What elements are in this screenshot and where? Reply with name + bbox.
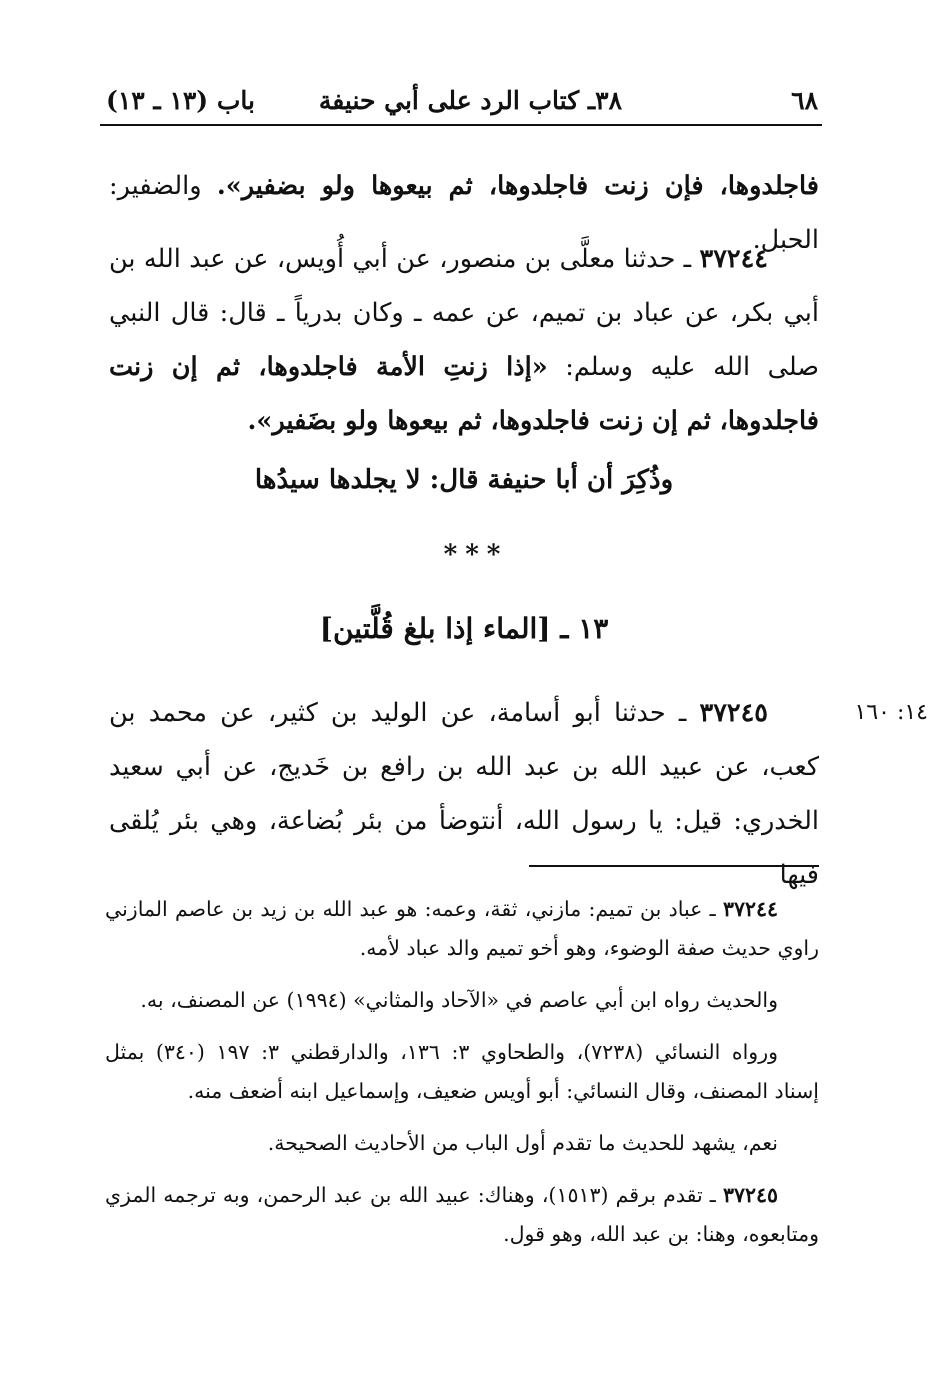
footnote-text: نعم، يشهد للحديث ما تقدم أول الباب من الأحاديث الصحيحة.: [267, 1131, 778, 1155]
hadith-quote-end: فاجلدوها، فإن زنت فاجلدوها، ثم بيعوها ولو بضفير».: [216, 171, 819, 201]
section-heading: ١٣ ـ [الماء إذا بلغ قُلَّتين]: [319, 612, 609, 645]
footnotes: [105, 890, 819, 1267]
hadith-number: ٣٧٢٤٤: [699, 244, 768, 274]
section-divider: ***: [443, 540, 509, 570]
footnote-text: ـ عباد بن تميم: مازني، ثقة، وعمه: هو عبد الله بن زيد بن عاصم المازني راوي حديث صفة الوضوء، وهو أخو تميم والد عباد لأمه.: [105, 897, 819, 960]
footnote-text: ورواه النسائي (٧٢٣٨)، والطحاوي ٣: ١٣٦، والدارقطني ٣: ١٩٧ (٣٤٠) بمثل إسناد المصنف، وقال النسائي: أبو أويس ضعيف، وإسماعيل ابنه أضعف منه.: [105, 1040, 819, 1103]
hadith-37245: [109, 686, 819, 902]
footnote-text: ـ تقدم برقم (١٥١٣)، وهناك: عبيد الله بن عبد الرحمن، وبه ترجمه المزي ومتابعوه، وهنا: بن عبد الله، وهو قول.: [105, 1183, 819, 1246]
running-title: ٣٨ـ كتاب الرد على أبي حنيفة: [318, 86, 622, 115]
gloss-text: والضفير: الحبل.: [109, 171, 819, 255]
hadith-isnad: ـ حدثنا معلَّى بن منصور، عن أبي أُويس، عن عبد الله بن أبي بكر، عن عباد بن تميم، عن عمه ـ وكان بدرياً ـ قال: قال النبي صلى الله عليه وسلم:: [109, 244, 819, 382]
hadith-number: ٣٧٢٤٥: [699, 698, 768, 728]
footnote-number: ٣٧٢٤٥: [722, 1183, 778, 1207]
header-rule: [100, 124, 822, 126]
hadith-text: ـ حدثنا أبو أسامة، عن الوليد بن كثير، عن محمد بن كعب، عن عبيد الله بن عبد الله بن رافع بن خَديج، عن أبي سعيد الخدري: قيل: يا رسول الله، أنتوضأ من بئر بُضاعة، وهي بئر يُلقى فيها: [109, 698, 819, 890]
footnote-para: [105, 1033, 819, 1111]
page-header: [100, 80, 822, 124]
footnote-rule: [529, 865, 819, 867]
hadith-37244: [109, 232, 819, 448]
hadith-matn: «إذا زنتِ الأمة فاجلدوها، ثم إن زنت فاجلدوها، ثم إن زنت فاجلدوها، ثم بيعوها ولو بضَفير».: [109, 352, 819, 436]
footnote-text: والحديث رواه ابن أبي عاصم في «الآحاد والمثاني» (١٩٩٤) عن المصنف، به.: [140, 988, 778, 1012]
abu-hanifa-opinion: وذُكِرَ أن أبا حنيفة قال: لا يجلدها سيدُها: [254, 465, 674, 495]
footnote-para: [105, 981, 819, 1020]
footnote-37245: [105, 1176, 819, 1254]
footnote-37244: [105, 890, 819, 968]
footnote-number: ٣٧٢٤٤: [722, 897, 778, 921]
footnote-para: [105, 1124, 819, 1163]
margin-reference: ١٤: ١٦٠: [854, 700, 928, 725]
page-number: ٦٨: [791, 86, 818, 115]
chapter-reference: باب (١٣ ـ ١٣): [106, 86, 255, 115]
